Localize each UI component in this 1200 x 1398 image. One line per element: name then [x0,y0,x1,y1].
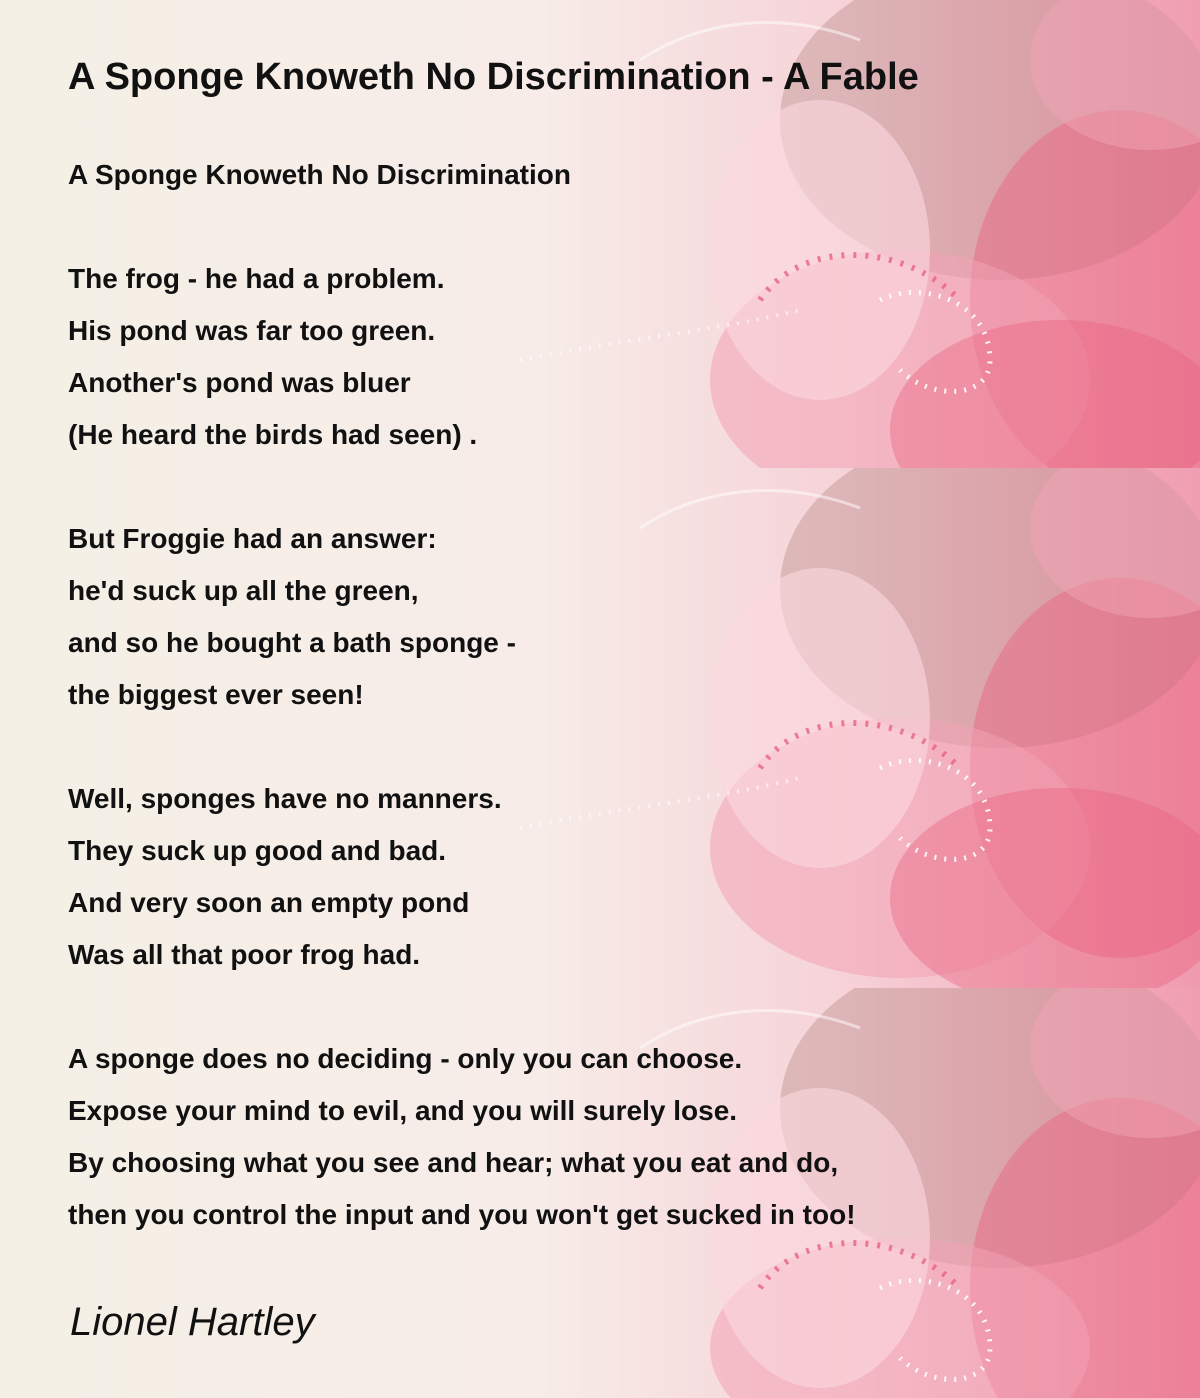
poem-line: His pond was far too green. [68,315,436,346]
stanza-break [68,201,1068,253]
poem-line: By choosing what you see and hear; what you eat and do, [68,1147,839,1178]
poem-line: The frog - he had a problem. [68,263,445,294]
poem-line: Well, sponges have no manners. [68,783,502,814]
poem-line: Was all that poor frog had. [68,939,421,970]
poem-title: A Sponge Knoweth No Discrimination - A Fable [68,56,919,98]
poem-line: Another's pond was bluer [68,367,411,398]
poem-line: the biggest ever seen! [68,679,364,710]
poem-line: But Froggie had an answer: [68,523,437,554]
stanza-break [68,461,1068,513]
poem-line: A sponge does no deciding - only you can choose. [68,1043,743,1074]
poem-line: Expose your mind to evil, and you will surely lose. [68,1095,738,1126]
stanza-break [68,721,1068,773]
poem-line: A Sponge Knoweth No Discrimination [68,159,571,190]
poem-line: And very soon an empty pond [68,887,470,918]
poem-line: (He heard the birds had seen) . [68,419,478,450]
stanza-break [68,981,1068,1033]
poem-line: and so he bought a bath sponge - [68,627,516,658]
poem-author: Lionel Hartley [70,1300,315,1344]
poem-line: They suck up good and bad. [68,835,447,866]
poem-line: he'd suck up all the green, [68,575,419,606]
poem-body [68,149,1068,1241]
poem-line: then you control the input and you won't get sucked in too! [68,1199,856,1230]
